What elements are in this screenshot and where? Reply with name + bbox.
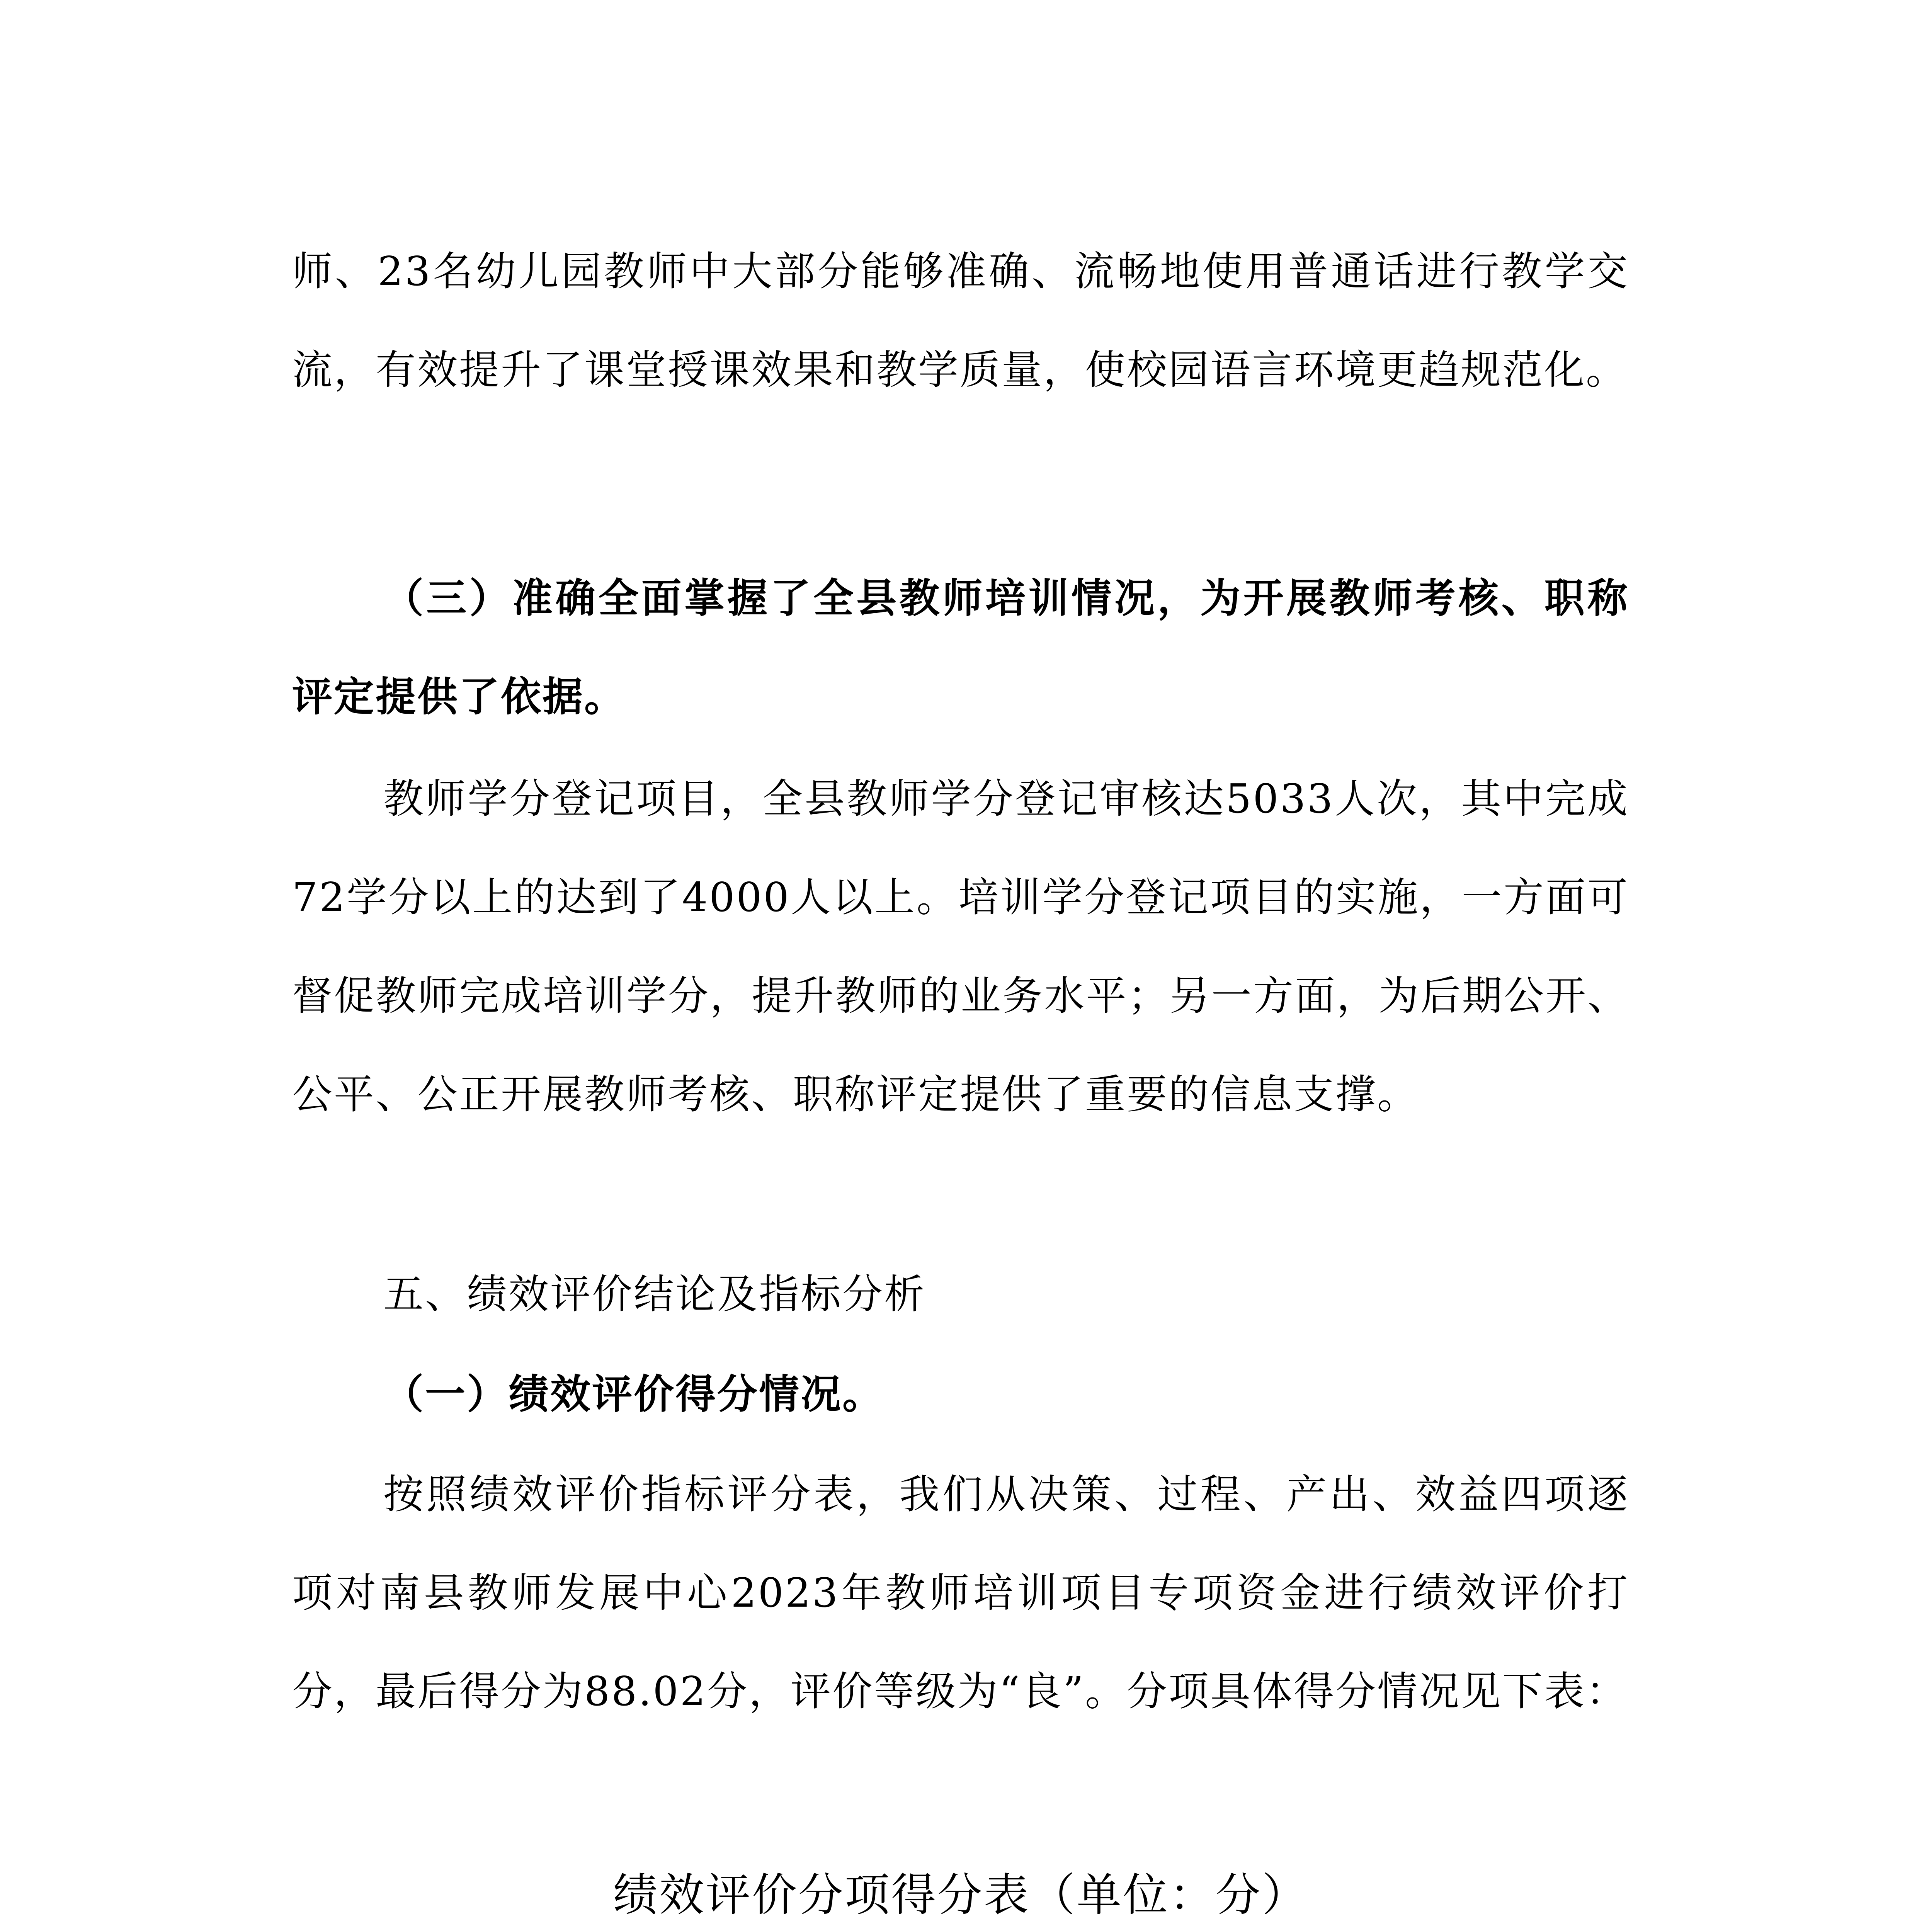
section-heading-1: （一）绩效评价得分情况。 — [383, 1370, 885, 1418]
table-title: 绩效评价分项得分表（单位：分） — [613, 1869, 1308, 1921]
section-heading-3: （三）准确全面掌握了全县教师培训情况，为开展教师考核、职称评定提供了依据。 — [292, 574, 1629, 720]
paragraph-continuation: 师、23名幼儿园教师中大部分能够准确、流畅地使用普通话进行教学交流，有效提升了课堂授课效果和教学质量，使校园语言环境更趋规范化。 — [292, 248, 1629, 393]
paragraph-score-summary: 按照绩效评价指标评分表，我们从决策、过程、产出、效益四项逐项对南县教师发展中心2023年教师培训项目专项资金进行绩效评价打分，最后得分为88.02分，评价等级为“良”。分项具体得分情况见下表： — [292, 1471, 1629, 1715]
chapter-heading-5: 五、绩效评价结论及指标分析 — [383, 1270, 926, 1318]
paragraph-credit-registration: 教师学分登记项目，全县教师学分登记审核达5033人次，其中完成72学分以上的达到了4000人以上。培训学分登记项目的实施，一方面可督促教师完成培训学分，提升教师的业务水平；另一方面，为后期公开、公平、公正开展教师考核、职称评定提供了重要的信息支撑。 — [292, 775, 1629, 1118]
